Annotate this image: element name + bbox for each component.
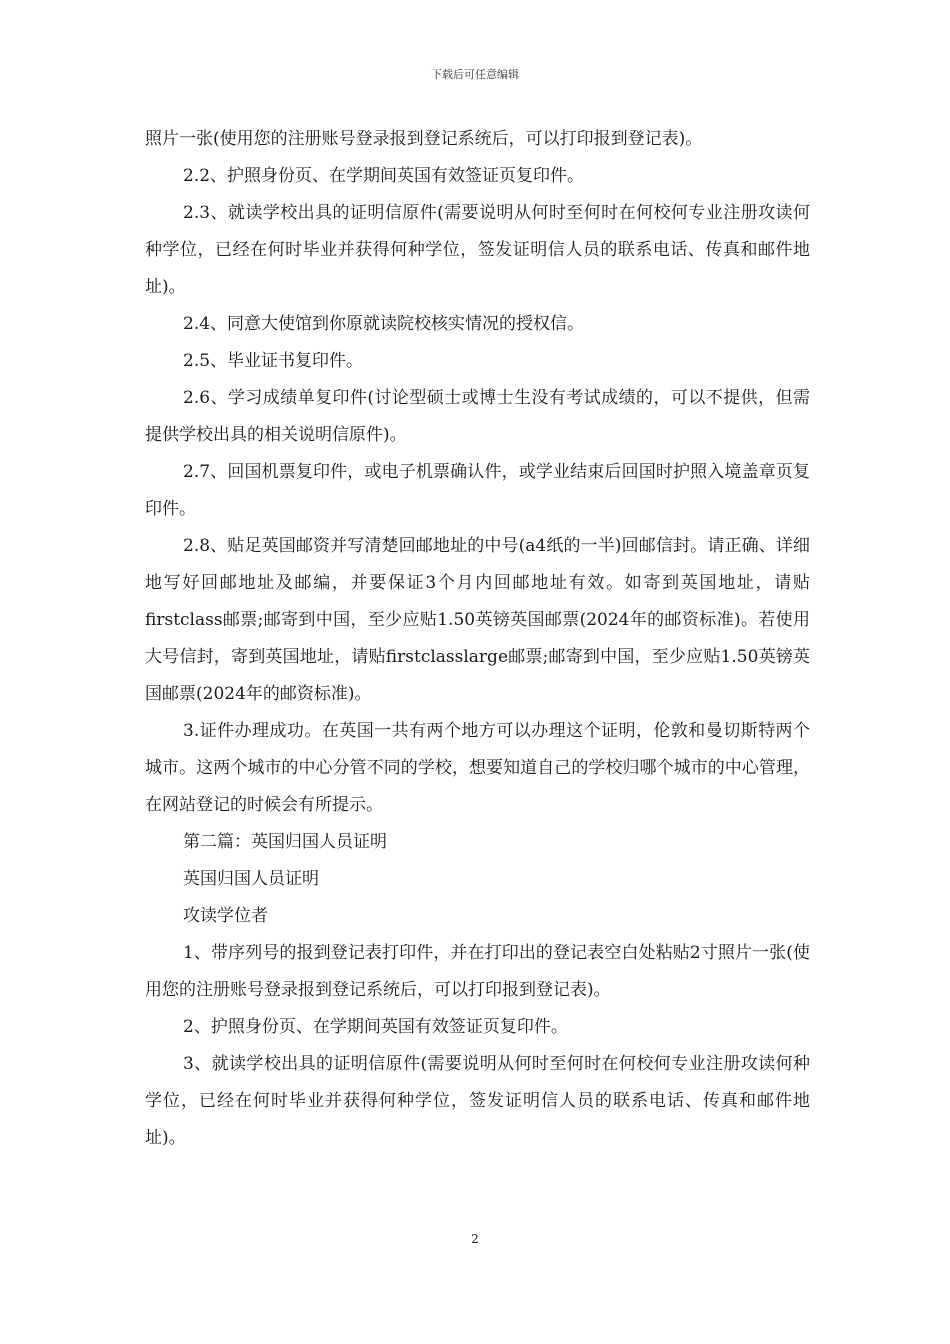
- paragraph-2-3: 2.3、就读学校出具的证明信原件(需要说明从何时至何时在何校何专业注册攻读何种学位，已经在何时毕业并获得何种学位，签发证明信人员的联系电话、传真和邮件地址)。: [145, 203, 810, 297]
- paragraph-2-5: 2.5、毕业证书复印件。: [183, 351, 364, 371]
- subsection-heading: 攻读学位者: [183, 906, 268, 926]
- paragraph-item-1: 1、带序列号的报到登记表打印件，并在打印出的登记表空白处粘贴2寸照片一张(使用您的注册账号登录报到登记系统后，可以打印报到登记表)。: [145, 943, 810, 1000]
- page-header: 下载后可任意编辑: [431, 68, 519, 81]
- paragraph-photo-continuation: 照片一张(使用您的注册账号登录报到登记系统后，可以打印报到登记表)。: [145, 129, 703, 149]
- paragraph-item-2: 2、护照身份页、在学期间英国有效签证页复印件。: [183, 1017, 568, 1037]
- paragraph-2-4: 2.4、同意大使馆到你原就读院校核实情况的授权信。: [183, 314, 585, 334]
- page-number: 2: [471, 1232, 479, 1246]
- paragraph-3: 3.证件办理成功。在英国一共有两个地方可以办理这个证明，伦敦和曼切斯特两个城市。这两个城市的中心分管不同的学校，想要知道自己的学校归哪个城市的中心管理，在网站登记的时候会有所提示。: [145, 721, 810, 815]
- paragraph-2-2: 2.2、护照身份页、在学期间英国有效签证页复印件。: [183, 166, 585, 186]
- section-heading: 第二篇：英国归国人员证明: [183, 832, 387, 852]
- document-body: [145, 121, 810, 1157]
- paragraph-item-3: 3、就读学校出具的证明信原件(需要说明从何时至何时在何校何专业注册攻读何种学位，已经在何时毕业并获得何种学位，签发证明信人员的联系电话、传真和邮件地址)。: [145, 1054, 810, 1148]
- paragraph-2-6: 2.6、学习成绩单复印件(讨论型硕士或博士生没有考试成绩的，可以不提供，但需提供学校出具的相关说明信原件)。: [145, 388, 810, 445]
- document-title: 英国归国人员证明: [183, 869, 319, 889]
- paragraph-2-7: 2.7、回国机票复印件，或电子机票确认件，或学业结束后回国时护照入境盖章页复印件。: [145, 462, 810, 519]
- paragraph-2-8: 2.8、贴足英国邮资并写清楚回邮地址的中号(a4纸的一半)回邮信封。请正确、详细地写好回邮地址及邮编，并要保证3个月内回邮地址有效。如寄到英国地址，请贴firstclass邮票;邮寄到中国，至少应贴1.50英镑英国邮票(2024年的邮资标准)。若使用大号信封，寄到英国地址，请贴firstclasslarge邮票;邮寄到中国，至少应贴1.50英镑英国邮票(2024年的邮资标准)。: [145, 536, 810, 704]
